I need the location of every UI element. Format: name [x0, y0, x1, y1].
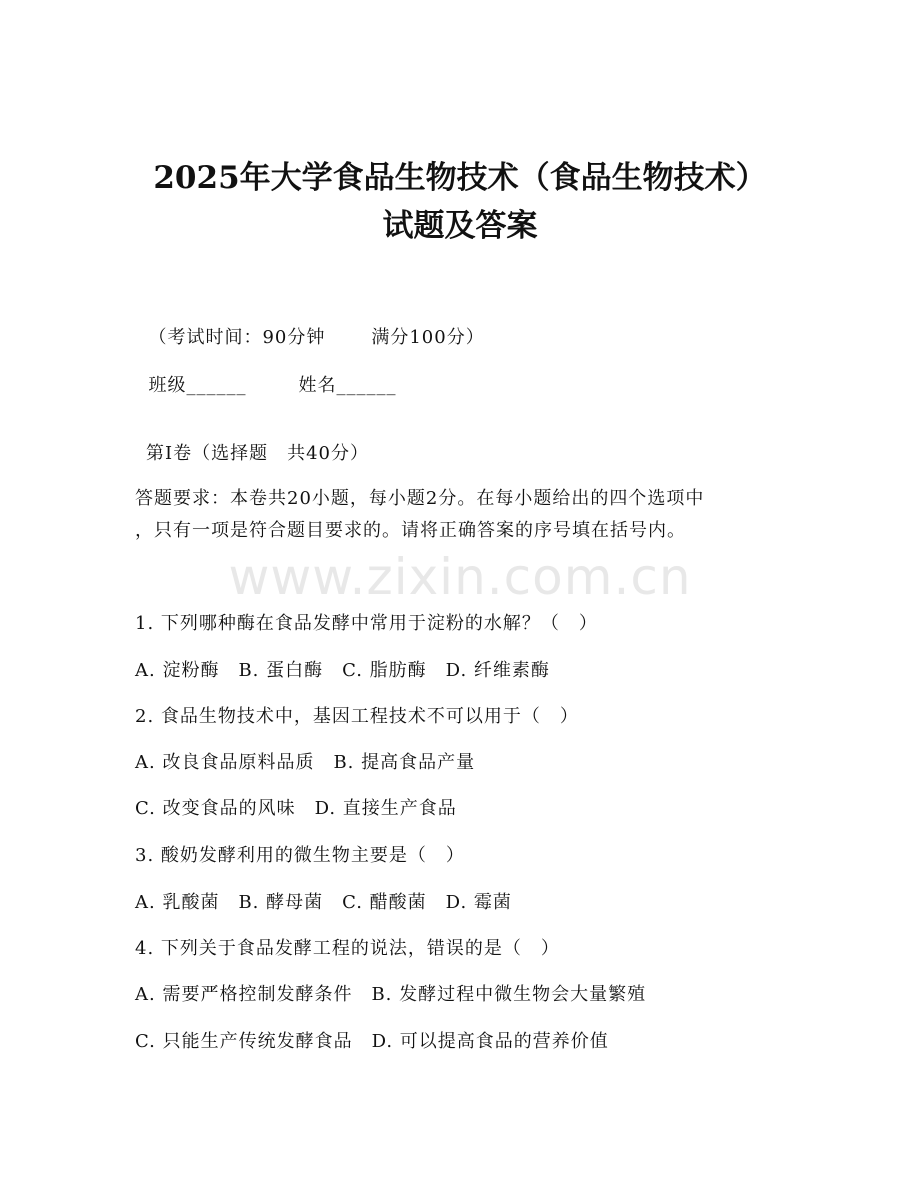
document-title-line-2: 试题及答案 — [382, 208, 538, 244]
question-options: A. 淀粉酶 B. 蛋白酶 C. 脂肪酶 D. 纤维素酶 — [135, 660, 550, 681]
watermark: www.zixin.com.cn — [228, 548, 692, 606]
document-title-line-1: 2025年大学食品生物技术（食品生物技术） — [153, 160, 767, 196]
full-score: 满分100分） — [371, 327, 485, 348]
question-stem: 4. 下列关于食品发酵工程的说法，错误的是（ ） — [135, 938, 560, 959]
exam-time: （考试时间：90分钟 — [148, 327, 326, 348]
name-field: 姓名______ — [298, 375, 397, 396]
question-options: C. 改变食品的风味 D. 直接生产食品 — [135, 798, 457, 819]
question-stem: 2. 食品生物技术中，基因工程技术不可以用于（ ） — [135, 706, 579, 727]
student-info — [135, 350, 396, 398]
question-options: A. 乳酸菌 B. 酵母菌 C. 醋酸菌 D. 霉菌 — [135, 892, 512, 913]
exam-info — [135, 302, 485, 350]
instructions-line-2: ，只有一项是符合题目要求的。请将正确答案的序号填在括号内。 — [135, 520, 686, 541]
question-stem: 3. 酸奶发酵利用的微生物主要是（ ） — [135, 845, 465, 866]
section-title: 第I卷（选择题 共40分） — [146, 443, 370, 464]
question-options: A. 改良食品原料品质 B. 提高食品产量 — [135, 752, 476, 773]
question-options: C. 只能生产传统发酵食品 D. 可以提高食品的营养价值 — [135, 1031, 609, 1052]
question-options: A. 需要严格控制发酵条件 B. 发酵过程中微生物会大量繁殖 — [135, 984, 647, 1005]
instructions-line-1: 答题要求：本卷共20小题，每小题2分。在每小题给出的四个选项中 — [135, 488, 705, 509]
question-stem: 1. 下列哪种酶在食品发酵中常用于淀粉的水解？（ ） — [135, 613, 598, 634]
class-field: 班级______ — [148, 375, 247, 396]
